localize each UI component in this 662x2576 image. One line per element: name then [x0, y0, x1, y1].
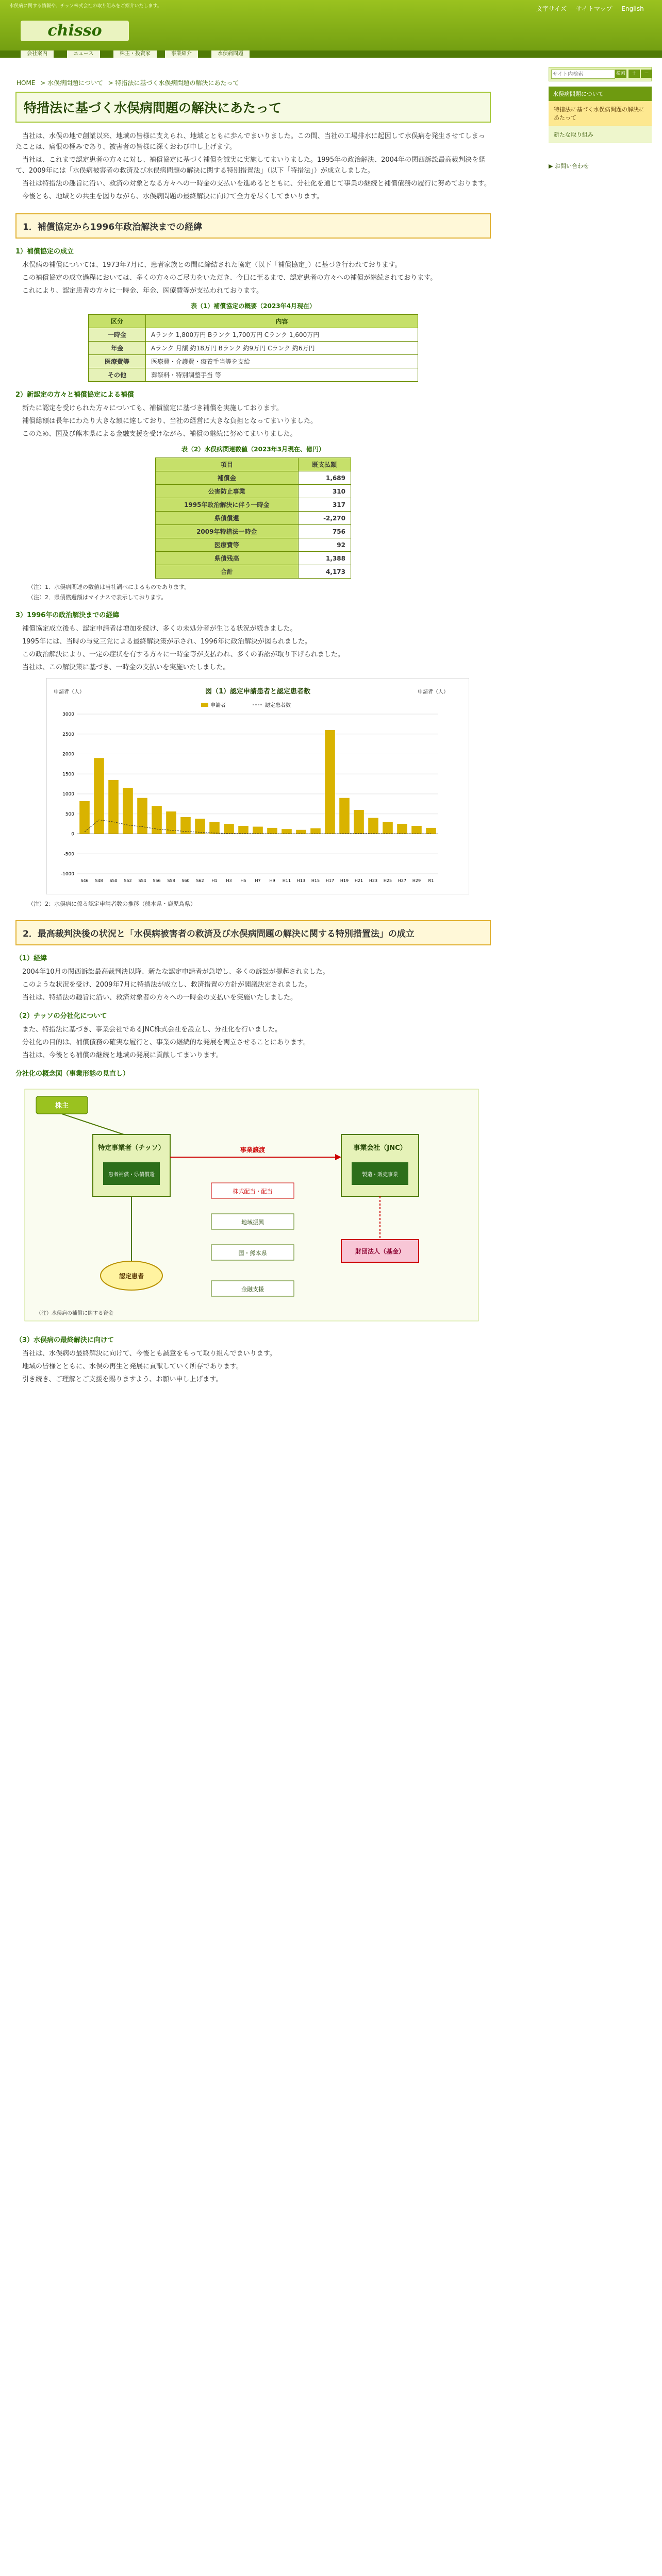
x-tick-label: H15	[311, 878, 320, 883]
table-row	[156, 498, 351, 512]
page-title: 特措法に基づく水俣病問題の解決にあたって	[15, 92, 491, 123]
y-tick-label: 500	[65, 811, 74, 817]
body-paragraph: この補償協定の成立過程においては、多くの方々のご尽力をいただき、今日に至るまで、認定患者の方々への補償が継続されております。	[22, 274, 437, 282]
utility-links	[536, 4, 651, 13]
dividend-label: 株式配当・配当	[233, 1188, 273, 1195]
intro-paragraph: 当社は、水俣の地で創業以来、地域の皆様に支えられ、地域とともに歩んでまいりました。この間、当社の工場排水に起因して水俣病を発生させてしまったことは、痛恨の極みであり、被害者の皆様に深くおわび申し上げます。	[15, 132, 485, 151]
nav-company[interactable]: 会社案内	[21, 50, 54, 58]
x-tick-label: S58	[167, 878, 175, 883]
breadcrumb-current: 特措法に基づく水俣病問題の解決にあたって	[115, 79, 239, 87]
nav-business[interactable]: 事業紹介	[165, 50, 198, 58]
x-tick-label: S54	[138, 878, 146, 883]
x-tick-label: S50	[109, 878, 118, 883]
table-row	[156, 471, 351, 485]
table-cell: 1,388	[298, 552, 351, 565]
x-tick-label: H21	[354, 878, 363, 883]
breadcrumb: HOME > 水俣病問題について > 特措法に基づく水俣病問題の解決にあたって	[16, 79, 239, 87]
x-tick-label: H11	[282, 878, 291, 883]
table-cell: 317	[298, 498, 351, 512]
table-header: 項目	[156, 458, 299, 471]
x-tick-label: S46	[80, 878, 89, 883]
spinoff-diagram	[21, 1085, 485, 1327]
bar-applicants	[253, 827, 263, 834]
y-tick-label: 1500	[62, 772, 74, 777]
bar-applicants	[79, 801, 90, 834]
foundation-label: 財団法人（基金）	[355, 1248, 405, 1255]
legend-swatch-applicants	[201, 703, 208, 707]
y-tick-label: 1000	[62, 792, 74, 797]
bar-applicants	[195, 819, 205, 834]
loan-label: 金融支援	[241, 1286, 264, 1293]
y-tick-label: 2500	[62, 732, 74, 737]
body-paragraph: このため、国及び熊本県による金融支援を受けながら、補償の継続に努めてまいりました。	[22, 430, 297, 438]
x-tick-label: H3	[226, 878, 232, 883]
chisso-label: 特定事業者（チッソ）	[98, 1144, 165, 1152]
bar-applicants	[383, 822, 393, 834]
patients-label: 認定患者	[119, 1273, 144, 1280]
header-tagline: 水俣病に関する情報や、チッソ株式会社の取り組みをご紹介いたします。	[9, 4, 162, 9]
x-tick-label: H13	[296, 878, 306, 883]
table-cell: 医療費等	[89, 355, 146, 368]
intro-paragraph: 当社は、これまで認定患者の方々に対し、補償協定に基づく補償を誠実に実施してまいりました。1995年の政治解決、2004年の関西訴訟最高裁判決を経て、2009年には「水俣病被害者の救済及び水俣病問題の解決に関する特別措置法」（以下「特措法」）が成立しました。	[15, 156, 486, 175]
table-cell: Aランク 1,800万円 Bランク 1,700万円 Cランク 1,600万円	[146, 328, 418, 342]
sub-heading: （3）水俣病の最終解決に向けて	[15, 1336, 114, 1344]
section-heading: 1．補償協定から1996年政治解決までの経緯	[15, 213, 491, 239]
body-paragraph: 当社は、特措法の趣旨に沿い、救済対象者の方々への一時金の支払いを実施いたしました。	[22, 994, 297, 1002]
site-header	[0, 0, 662, 58]
bar-applicants	[397, 824, 407, 834]
x-tick-label: H5	[240, 878, 246, 883]
table-note: （注）1．水俣病関連の数値は当社調べによるものであります。	[28, 584, 190, 590]
table-cell: 県債残高	[156, 552, 299, 565]
zoom-in-icon[interactable]: ＋	[628, 70, 640, 78]
bar-applicants	[310, 828, 321, 834]
table-cell: 補償金	[156, 471, 299, 485]
table-header: 区分	[89, 315, 146, 328]
diagram-svg	[21, 1085, 485, 1327]
sidebar-menu-title: 水俣病問題について	[549, 87, 652, 101]
bar-applicants	[166, 811, 176, 834]
y-tick-label: 3000	[62, 712, 74, 717]
body-paragraph: 新たに認定を受けられた方々についても、補償協定に基づき補償を実施しております。	[22, 404, 283, 412]
x-tick-label: S52	[124, 878, 132, 883]
body-paragraph: この政治解決により、一定の症状を有する方々に一時金等が支払われ、多くの訴訟が取り下げられました。	[22, 651, 344, 658]
table-cell: 一時金	[89, 328, 146, 342]
bar-applicants	[411, 826, 422, 834]
table-header: 既支払額	[298, 458, 351, 471]
intro-paragraph: 当社は特措法の趣旨に沿い、救済の対象となる方々への一時金の支払いを進めるとともに、分社化を通じて事業の継続と補償債務の履行に努めております。	[22, 180, 491, 188]
bar-applicants	[209, 822, 220, 834]
bar-applicants	[108, 780, 119, 834]
diagram-caption: 分社化の概念図（事業形態の見直し）	[15, 1070, 130, 1078]
x-tick-label: H7	[255, 878, 261, 883]
x-tick-label: S60	[181, 878, 190, 883]
y-tick-label: -1000	[60, 872, 74, 877]
body-paragraph: また、特措法に基づき、事業会社であるJNC株式会社を設立し、分社化を行いました。	[22, 1026, 282, 1033]
bar-applicants	[267, 828, 277, 834]
table-cell: 92	[298, 538, 351, 552]
x-tick-label: R1	[428, 878, 434, 883]
chart-title: 図（1）認定申請患者と認定患者数	[205, 688, 311, 696]
y-tick-label: 0	[71, 832, 74, 837]
legend-certified: 認定患者数	[265, 703, 291, 708]
bar-applicants	[224, 824, 234, 834]
y-tick-label: -500	[63, 852, 74, 857]
body-paragraph: これにより、認定患者の方々に一時金、年金、医療費等が支払われております。	[22, 287, 263, 295]
sidebar-item-current[interactable]: 特措法に基づく水俣病問題の解決にあたって	[549, 101, 652, 126]
chisso-note: 患者補償・県債償還	[108, 1172, 155, 1178]
bar-applicants	[426, 828, 436, 834]
table-cell: 医療費・介護費・療養手当等を支給	[146, 355, 418, 368]
body-paragraph: 当社は、この解決策に基づき、一時金の支払いを実施いたしました。	[22, 664, 230, 671]
sub-heading: 2）新認定の方々と補償協定による補償	[15, 391, 135, 399]
bar-applicants	[94, 758, 104, 834]
table-row	[89, 368, 418, 382]
x-tick-label: S62	[196, 878, 204, 883]
table-cell: 合計	[156, 565, 299, 579]
arrow-icon: ▶	[549, 163, 555, 170]
x-tick-label: S56	[153, 878, 161, 883]
x-tick-label: H17	[325, 878, 335, 883]
bar-applicants	[368, 818, 378, 834]
sitemap-link[interactable]: サイトマップ	[575, 5, 613, 12]
company-logo[interactable]: chisso	[21, 21, 129, 41]
fund-label: 地域振興	[241, 1219, 264, 1226]
body-paragraph: 補償総額は長年にわたり大きな額に達しており、当社の経営に大きな負担となってまいりました。	[22, 417, 318, 425]
table-row	[89, 342, 418, 355]
bar-applicants	[282, 829, 292, 834]
table-cell: 2009年特措法一時金	[156, 525, 299, 538]
bar-applicants	[137, 798, 147, 834]
body-paragraph: 分社化の目的は、補償債務の確実な履行と、事業の継続的な発展を両立させることにあります。	[22, 1039, 310, 1046]
search-input[interactable]	[551, 70, 615, 79]
bar-applicants	[354, 810, 364, 834]
bar-applicants	[339, 798, 350, 834]
transfer-label: 事業譲渡	[240, 1146, 266, 1154]
table-row	[89, 355, 418, 368]
table-cell: 年金	[89, 342, 146, 355]
table-cell: 1,689	[298, 471, 351, 485]
bar-applicants	[123, 788, 133, 834]
bar-applicants	[325, 730, 335, 834]
table-cell: 4,173	[298, 565, 351, 579]
bar-applicants	[296, 830, 306, 834]
breadcrumb-home[interactable]: HOME	[16, 79, 36, 87]
table-row	[156, 512, 351, 525]
nav-news[interactable]: ニュース	[67, 50, 100, 58]
x-tick-label: H19	[340, 878, 349, 883]
gov-label: 国・熊本県	[238, 1250, 267, 1257]
sidebar-contact-link[interactable]	[549, 162, 652, 170]
sidebar-item-new[interactable]: 新たな取り組み	[549, 126, 652, 143]
search-button[interactable]: 検索	[615, 70, 626, 78]
bar-applicants	[152, 806, 162, 834]
compensation-table	[88, 314, 418, 382]
main-content	[15, 92, 491, 1387]
body-paragraph: 2004年10月の関西訴訟最高裁判決以降、新たな認定申請者が急増し、多くの訴訟が提起されました。	[22, 968, 329, 976]
bar-applicants	[238, 826, 249, 834]
y-tick-label: 2000	[62, 752, 74, 757]
chart-note: （注）2：水俣病に係る認定申請者数の推移（熊本県・鹿児島県）	[28, 901, 196, 907]
body-paragraph: 地域の皆様とともに、水俣の再生と発展に貢献していく所存であります。	[22, 1363, 243, 1370]
table-row	[89, 328, 418, 342]
english-link[interactable]: English	[621, 5, 644, 12]
table-cell: その他	[89, 368, 146, 382]
site-search	[549, 67, 652, 81]
sub-heading: （1）経緯	[15, 955, 47, 962]
table-cell: -2,270	[298, 512, 351, 525]
jnc-label: 事業会社（JNC）	[353, 1144, 407, 1152]
body-paragraph: このような状況を受け、2009年7月に特措法が成立し、救済措置の方針が閣議決定されました。	[22, 981, 311, 989]
x-tick-label: H9	[269, 878, 275, 883]
nav-minamata[interactable]: 水俣病問題	[211, 50, 250, 58]
y2-axis-label: 申請者（人）	[418, 689, 449, 695]
table-cell: 310	[298, 485, 351, 498]
diagram-note: （注）水俣病の補償に関する資金	[36, 1311, 113, 1316]
table-row	[156, 565, 351, 579]
x-tick-label: H23	[369, 878, 378, 883]
section-heading: 2．最高裁判決後の状況と「水俣病被害者の救済及び水俣病問題の解決に関する特別措置法」の成立	[15, 920, 491, 945]
sub-heading: 3）1996年の政治解決までの経緯	[15, 612, 120, 619]
x-tick-label: S48	[95, 878, 103, 883]
breadcrumb-minamata[interactable]: 水俣病問題について	[47, 79, 103, 87]
sub-heading: 1）補償協定の成立	[15, 248, 74, 256]
y-axis-label: 申請者（人）	[54, 689, 85, 695]
body-paragraph: 水俣病の補償については、1973年7月に、患者家族との間に締結された協定（以下「補償協定」）に基づき行われております。	[22, 261, 402, 269]
contact-label: お問い合わせ	[554, 163, 589, 170]
table-row	[156, 525, 351, 538]
body-paragraph: 当社は、水俣病の最終解決に向けて、今後とも誠意をもって取り組んでまいります。	[22, 1350, 276, 1358]
font-size-link[interactable]: 文字サイズ	[536, 5, 567, 12]
table-cell: 県債償還	[156, 512, 299, 525]
shareholders-label: 株主	[55, 1102, 69, 1110]
table-row	[156, 485, 351, 498]
x-tick-label: H27	[398, 878, 407, 883]
table-row	[156, 552, 351, 565]
table-header: 内容	[146, 315, 418, 328]
table-cell: 1995年政治解決に伴う一時金	[156, 498, 299, 512]
intro-paragraph: 今後とも、地域との共生を図りながら、水俣病問題の最終解決に向けて全力を尽くしてまいります。	[22, 193, 323, 200]
chart-svg	[46, 678, 469, 894]
global-nav	[0, 50, 662, 58]
figures-table	[155, 457, 351, 579]
zoom-out-icon[interactable]: －	[641, 70, 652, 78]
table-cell: Aランク 月額 約18万円 Bランク 約9万円 Cランク 約6万円	[146, 342, 418, 355]
table-cell: 公害防止事業	[156, 485, 299, 498]
jnc-note: 製造・販売事業	[362, 1172, 398, 1178]
legend-applicants: 申請者	[210, 703, 226, 708]
applicant-chart	[46, 678, 469, 894]
table-cell: 葬祭料・特別調整手当 等	[146, 368, 418, 382]
table-cell: 医療費等	[156, 538, 299, 552]
body-paragraph: 引き続き、ご理解とご支援を賜りますよう、お願い申し上げます。	[22, 1376, 223, 1383]
body-paragraph: 当社は、今後とも補償の継続と地域の発展に貢献してまいります。	[22, 1052, 223, 1059]
sidebar	[549, 67, 652, 170]
body-paragraph: 補償協定成立後も、認定申請者は増加を続け、多くの未処分者が生じる状況が続きました。	[22, 625, 297, 633]
x-tick-label: H1	[211, 878, 218, 883]
table-row	[156, 538, 351, 552]
nav-investors[interactable]: 株主・投資家	[113, 50, 157, 58]
x-tick-label: H25	[383, 878, 392, 883]
table-caption: 表（1）補償協定の概要（2023年4月現在）	[190, 302, 316, 310]
table-cell: 756	[298, 525, 351, 538]
sub-heading: （2）チッソの分社化について	[15, 1012, 107, 1020]
x-tick-label: H29	[412, 878, 421, 883]
table-note: （注）2．県債償還額はマイナスで表示しております。	[28, 594, 167, 601]
body-paragraph: 1995年には、当時の与党三党による最終解決策が示され、1996年に政治解決が図られました。	[22, 638, 311, 646]
table-caption: 表（2）水俣病関連数値（2023年3月現在、億円）	[181, 446, 325, 453]
